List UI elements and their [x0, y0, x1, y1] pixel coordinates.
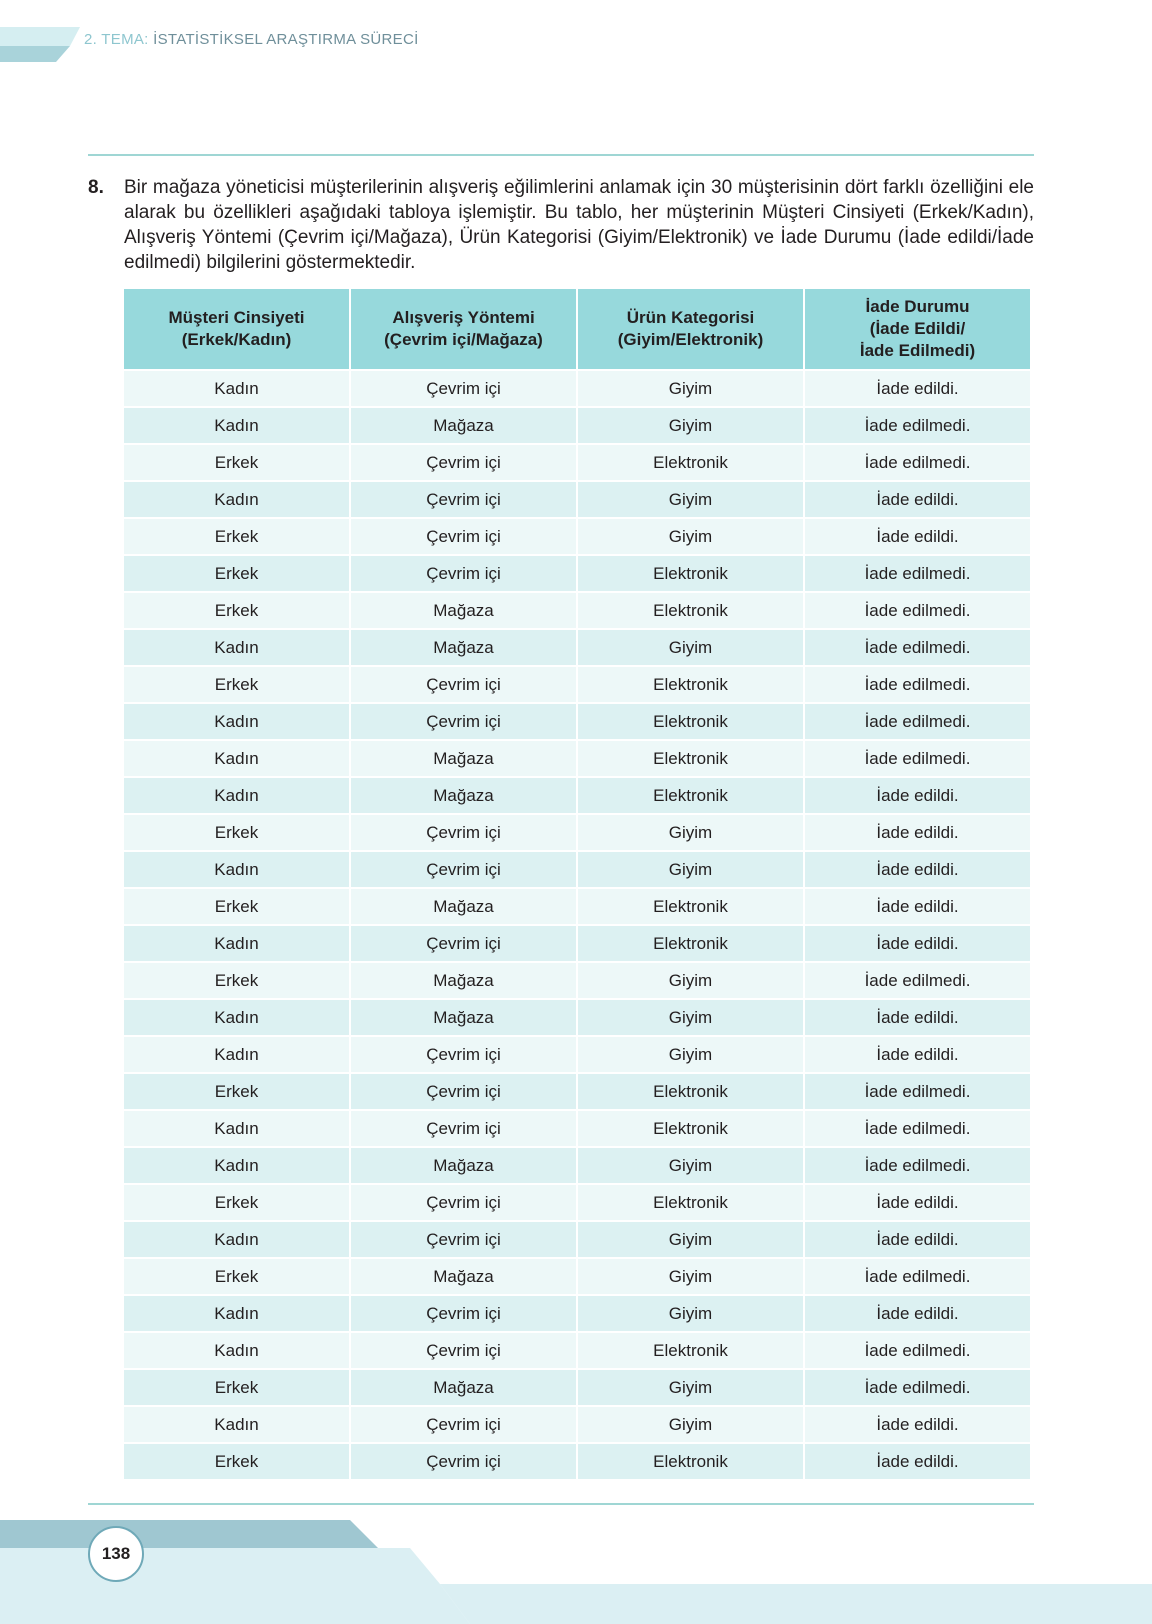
table-row — [124, 371, 1030, 406]
cell-shopping-method: Mağaza — [351, 1370, 576, 1405]
cell-shopping-method: Mağaza — [351, 408, 576, 443]
cell-return-status: İade edildi. — [805, 1444, 1030, 1479]
cell-gender: Kadın — [124, 1407, 349, 1442]
cell-shopping-method: Çevrim içi — [351, 1296, 576, 1331]
table-row — [124, 1333, 1030, 1368]
table-row — [124, 1296, 1030, 1331]
cell-shopping-method: Çevrim içi — [351, 482, 576, 517]
cell-gender: Kadın — [124, 1111, 349, 1146]
cell-gender: Kadın — [124, 371, 349, 406]
cell-shopping-method: Mağaza — [351, 630, 576, 665]
cell-shopping-method: Çevrim içi — [351, 926, 576, 961]
cell-return-status: İade edilmedi. — [805, 630, 1030, 665]
cell-product-category: Elektronik — [578, 556, 803, 591]
cell-return-status: İade edilmedi. — [805, 1148, 1030, 1183]
cell-gender: Kadın — [124, 1333, 349, 1368]
cell-product-category: Elektronik — [578, 1074, 803, 1109]
cell-return-status: İade edildi. — [805, 926, 1030, 961]
cell-shopping-method: Mağaza — [351, 1148, 576, 1183]
cell-shopping-method: Çevrim içi — [351, 1222, 576, 1257]
header-line: İade Edilmedi) — [859, 341, 976, 360]
cell-product-category: Giyim — [578, 852, 803, 887]
cell-gender: Erkek — [124, 1370, 349, 1405]
cell-gender: Kadın — [124, 926, 349, 961]
cell-shopping-method: Mağaza — [351, 778, 576, 813]
table-row — [124, 556, 1030, 591]
cell-shopping-method: Çevrim içi — [351, 1185, 576, 1220]
header-line: (Erkek/Kadın) — [181, 330, 292, 349]
table-row — [124, 1074, 1030, 1109]
table-row — [124, 593, 1030, 628]
cell-product-category: Elektronik — [578, 926, 803, 961]
cell-gender: Erkek — [124, 445, 349, 480]
cell-gender: Erkek — [124, 963, 349, 998]
table-row — [124, 630, 1030, 665]
cell-return-status: İade edildi. — [805, 1222, 1030, 1257]
cell-return-status: İade edildi. — [805, 852, 1030, 887]
cell-product-category: Giyim — [578, 1407, 803, 1442]
table-row — [124, 1000, 1030, 1035]
cell-product-category: Giyim — [578, 519, 803, 554]
header-return-status — [805, 289, 1030, 369]
cell-product-category: Giyim — [578, 963, 803, 998]
table-row — [124, 926, 1030, 961]
cell-shopping-method: Çevrim içi — [351, 852, 576, 887]
running-header — [84, 31, 419, 48]
cell-gender: Erkek — [124, 519, 349, 554]
cell-gender: Erkek — [124, 1259, 349, 1294]
cell-product-category: Elektronik — [578, 445, 803, 480]
cell-gender: Erkek — [124, 815, 349, 850]
table-row — [124, 1185, 1030, 1220]
header-shopping-method — [351, 289, 576, 369]
cell-shopping-method: Mağaza — [351, 889, 576, 924]
cell-product-category: Elektronik — [578, 889, 803, 924]
cell-gender: Kadın — [124, 778, 349, 813]
cell-shopping-method: Çevrim içi — [351, 1444, 576, 1479]
cell-gender: Kadın — [124, 1148, 349, 1183]
cell-gender: Kadın — [124, 408, 349, 443]
cell-gender: Erkek — [124, 667, 349, 702]
cell-product-category: Giyim — [578, 1037, 803, 1072]
header-line: (İade Edildi/ — [869, 319, 966, 338]
table-row — [124, 704, 1030, 739]
header-line: Müşteri Cinsiyeti — [168, 308, 305, 327]
cell-product-category: Giyim — [578, 1000, 803, 1035]
cell-return-status: İade edildi. — [805, 1296, 1030, 1331]
table-row — [124, 741, 1030, 776]
cell-return-status: İade edilmedi. — [805, 593, 1030, 628]
table-row — [124, 519, 1030, 554]
cell-gender: Erkek — [124, 1074, 349, 1109]
cell-gender: Erkek — [124, 556, 349, 591]
cell-shopping-method: Çevrim içi — [351, 1111, 576, 1146]
cell-product-category: Elektronik — [578, 1185, 803, 1220]
cell-shopping-method: Çevrim içi — [351, 1333, 576, 1368]
cell-gender: Kadın — [124, 852, 349, 887]
theme-label: 2. TEMA: — [84, 31, 149, 48]
table-header-row — [124, 289, 1030, 369]
cell-product-category: Elektronik — [578, 741, 803, 776]
cell-product-category: Elektronik — [578, 778, 803, 813]
cell-shopping-method: Mağaza — [351, 963, 576, 998]
table-row — [124, 445, 1030, 480]
cell-shopping-method: Çevrim içi — [351, 519, 576, 554]
cell-return-status: İade edildi. — [805, 1407, 1030, 1442]
cell-return-status: İade edildi. — [805, 519, 1030, 554]
page-number: 138 — [88, 1526, 144, 1582]
cell-return-status: İade edilmedi. — [805, 1259, 1030, 1294]
footer-ribbon — [0, 1520, 1152, 1624]
cell-return-status: İade edildi. — [805, 778, 1030, 813]
cell-gender: Kadın — [124, 1222, 349, 1257]
cell-product-category: Elektronik — [578, 593, 803, 628]
bottom-divider — [88, 1503, 1034, 1505]
cell-gender: Kadın — [124, 1000, 349, 1035]
header-gender — [124, 289, 349, 369]
cell-return-status: İade edilmedi. — [805, 667, 1030, 702]
cell-return-status: İade edildi. — [805, 371, 1030, 406]
cell-return-status: İade edildi. — [805, 815, 1030, 850]
cell-shopping-method: Çevrim içi — [351, 445, 576, 480]
cell-gender: Erkek — [124, 889, 349, 924]
theme-name: İSTATİSTİKSEL ARAŞTIRMA SÜRECİ — [153, 31, 419, 48]
header-line: İade Durumu — [865, 297, 970, 316]
header-line: Alışveriş Yöntemi — [392, 308, 535, 327]
cell-product-category: Giyim — [578, 815, 803, 850]
cell-product-category: Elektronik — [578, 704, 803, 739]
cell-product-category: Giyim — [578, 1259, 803, 1294]
cell-product-category: Giyim — [578, 1296, 803, 1331]
table-row — [124, 1037, 1030, 1072]
table-row — [124, 1222, 1030, 1257]
table-row — [124, 1370, 1030, 1405]
cell-return-status: İade edildi. — [805, 1185, 1030, 1220]
cell-product-category: Giyim — [578, 630, 803, 665]
cell-gender: Kadın — [124, 1296, 349, 1331]
cell-shopping-method: Mağaza — [351, 1000, 576, 1035]
cell-return-status: İade edilmedi. — [805, 445, 1030, 480]
cell-shopping-method: Çevrim içi — [351, 704, 576, 739]
cell-return-status: İade edildi. — [805, 1037, 1030, 1072]
table-row — [124, 1444, 1030, 1479]
cell-product-category: Giyim — [578, 408, 803, 443]
table-row — [124, 1111, 1030, 1146]
cell-product-category: Elektronik — [578, 1111, 803, 1146]
cell-product-category: Giyim — [578, 1222, 803, 1257]
cell-gender: Kadın — [124, 482, 349, 517]
cell-return-status: İade edilmedi. — [805, 1333, 1030, 1368]
cell-return-status: İade edilmedi. — [805, 1370, 1030, 1405]
cell-return-status: İade edilmedi. — [805, 741, 1030, 776]
cell-return-status: İade edildi. — [805, 1000, 1030, 1035]
cell-return-status: İade edilmedi. — [805, 704, 1030, 739]
cell-return-status: İade edilmedi. — [805, 556, 1030, 591]
table-row — [124, 1148, 1030, 1183]
header-line: (Giyim/Elektronik) — [617, 330, 764, 349]
cell-product-category: Giyim — [578, 482, 803, 517]
cell-return-status: İade edilmedi. — [805, 963, 1030, 998]
table-row — [124, 889, 1030, 924]
cell-return-status: İade edilmedi. — [805, 1074, 1030, 1109]
header-line: (Çevrim içi/Mağaza) — [384, 330, 543, 349]
cell-shopping-method: Mağaza — [351, 1259, 576, 1294]
cell-return-status: İade edildi. — [805, 889, 1030, 924]
cell-return-status: İade edilmedi. — [805, 1111, 1030, 1146]
cell-shopping-method: Çevrim içi — [351, 667, 576, 702]
cell-gender: Kadın — [124, 630, 349, 665]
table-row — [124, 1407, 1030, 1442]
cell-shopping-method: Çevrim içi — [351, 556, 576, 591]
cell-product-category: Giyim — [578, 1148, 803, 1183]
cell-return-status: İade edilmedi. — [805, 408, 1030, 443]
cell-product-category: Elektronik — [578, 667, 803, 702]
cell-product-category: Elektronik — [578, 1444, 803, 1479]
question-number: 8. — [88, 177, 104, 198]
table-body — [124, 371, 1030, 1479]
question-text: Bir mağaza yöneticisi müşterilerinin alışveriş eğilimlerini anlamak için 30 müşterisinin dört farklı özelliğini ele alarak bu özellikleri aşağıdaki tabloya işlemiştir. Bu tablo, her müşterinin Müşteri Cinsiyeti (Erkek/Kadın), Alışveriş Yöntemi (Çevrim içi/Mağaza), Ürün Kategorisi (Giyim/Elektronik) ve İade Durumu (İade edildi/İade edilmedi) bilgilerini göstermektedir. — [124, 177, 1034, 273]
table-row — [124, 408, 1030, 443]
cell-shopping-method: Çevrim içi — [351, 371, 576, 406]
table-row — [124, 815, 1030, 850]
table-row — [124, 778, 1030, 813]
cell-shopping-method: Çevrim içi — [351, 815, 576, 850]
cell-shopping-method: Çevrim içi — [351, 1037, 576, 1072]
cell-product-category: Elektronik — [578, 1333, 803, 1368]
top-divider — [88, 154, 1034, 156]
header-product-category — [578, 289, 803, 369]
cell-shopping-method: Mağaza — [351, 593, 576, 628]
cell-gender: Kadın — [124, 741, 349, 776]
table-row — [124, 667, 1030, 702]
cell-product-category: Giyim — [578, 1370, 803, 1405]
cell-shopping-method: Mağaza — [351, 741, 576, 776]
cell-gender: Kadın — [124, 704, 349, 739]
cell-gender: Erkek — [124, 593, 349, 628]
table-row — [124, 963, 1030, 998]
table-row — [124, 1259, 1030, 1294]
cell-gender: Kadın — [124, 1037, 349, 1072]
cell-shopping-method: Çevrim içi — [351, 1407, 576, 1442]
header-line: Ürün Kategorisi — [626, 308, 755, 327]
cell-shopping-method: Çevrim içi — [351, 1074, 576, 1109]
cell-gender: Erkek — [124, 1444, 349, 1479]
table-row — [124, 852, 1030, 887]
cell-return-status: İade edildi. — [805, 482, 1030, 517]
customer-table — [122, 287, 1032, 1481]
cell-gender: Erkek — [124, 1185, 349, 1220]
table-row — [124, 482, 1030, 517]
cell-product-category: Giyim — [578, 371, 803, 406]
